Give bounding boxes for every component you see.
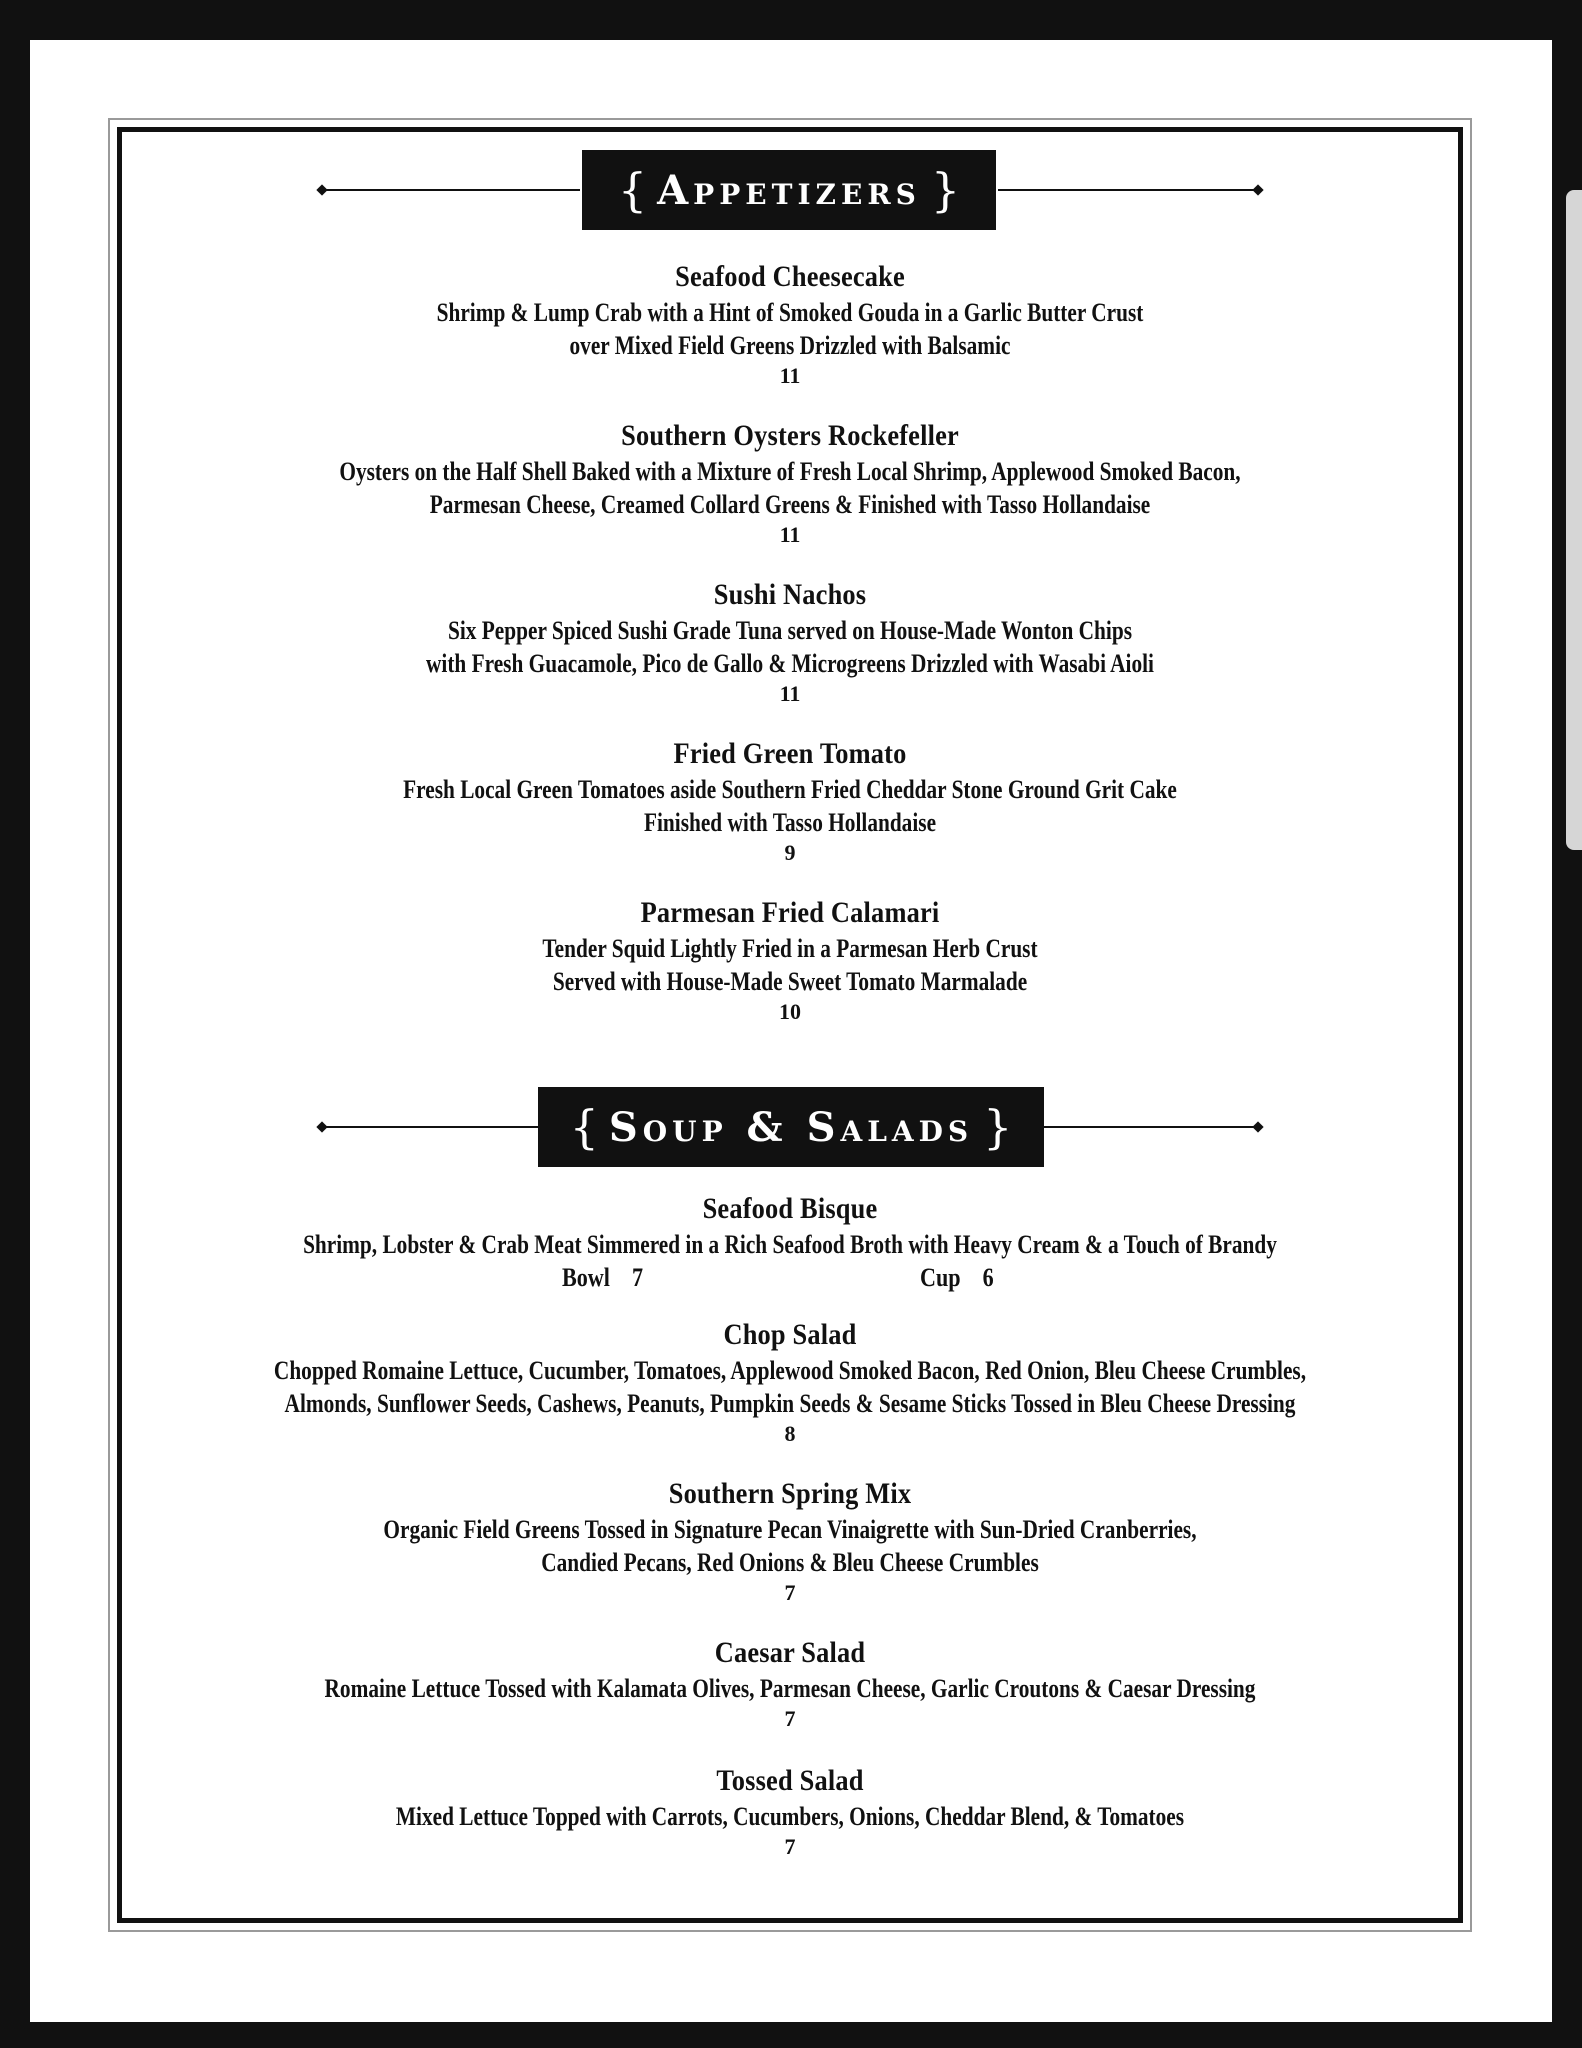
item-price: 11: [779, 363, 801, 388]
soup-salads-title-box: [538, 1087, 1044, 1167]
item-description: Shrimp, Lobster & Crab Meat Simmered in a Rich Seafood Broth with Heavy Cream & a Touch of Brandy: [303, 1230, 1277, 1259]
size-label: Cup: [920, 1263, 961, 1292]
brace-close: }: [930, 163, 961, 217]
size-cup: [920, 1263, 994, 1293]
size-bowl: [562, 1263, 643, 1293]
item-price: 9: [784, 840, 796, 865]
item-price: 11: [779, 522, 801, 547]
item-description: Mixed Lettuce Topped with Carrots, Cucumbers, Onions, Cheddar Blend, & Tomatoes: [395, 1802, 1185, 1831]
item-description: Almonds, Sunflower Seeds, Cashews, Peanuts, Pumpkin Seeds & Sesame Sticks Tossed in Bleu Cheese Dressing: [284, 1389, 1296, 1418]
heading-rule-right: [998, 189, 1260, 191]
appetizers-list: [130, 258, 1450, 1053]
item-price: 11: [779, 681, 801, 706]
item-price: 7: [784, 1580, 796, 1605]
menu-item: [130, 1316, 1450, 1475]
menu-item: [130, 1762, 1450, 1890]
item-description: with Fresh Guacamole, Pico de Gallo & Microgreens Drizzled with Wasabi Aioli: [425, 649, 1154, 678]
item-price: 8: [784, 1421, 796, 1446]
menu-item: [130, 894, 1450, 1053]
soup-salads-list: [130, 1190, 1450, 1890]
brace-close: }: [983, 1100, 1013, 1154]
item-description: Tender Squid Lightly Fried in a Parmesan Herb Crust: [542, 934, 1038, 963]
item-name: Parmesan Fried Calamari: [640, 896, 940, 929]
item-name: Chop Salad: [723, 1318, 857, 1351]
item-description: Oysters on the Half Shell Baked with a Mixture of Fresh Local Shrimp, Applewood Smoked Bacon,: [339, 457, 1241, 486]
item-price: 10: [779, 999, 801, 1024]
size-options: [130, 1261, 1450, 1297]
size-price: 7: [631, 1263, 644, 1292]
menu-item: [130, 417, 1450, 576]
item-name: Tossed Salad: [716, 1764, 864, 1797]
item-name: Seafood Bisque: [702, 1192, 878, 1225]
size-price: 6: [982, 1263, 994, 1292]
menu-item: [130, 735, 1450, 894]
item-description: Served with House-Made Sweet Tomato Marmalade: [552, 967, 1028, 996]
appetizers-title-box: [582, 150, 996, 230]
item-description: Candied Pecans, Red Onions & Bleu Cheese Crumbles: [541, 1548, 1039, 1577]
scrollbar-handle[interactable]: [1566, 190, 1582, 850]
item-description: Chopped Romaine Lettuce, Cucumber, Tomatoes, Applewood Smoked Bacon, Red Onion, Bleu Cheese Crumbles,: [273, 1356, 1307, 1385]
appetizers-heading: [320, 150, 1260, 230]
item-name: Sushi Nachos: [713, 578, 867, 611]
heading-rule-left: [320, 189, 580, 191]
item-description: Romaine Lettuce Tossed with Kalamata Olives, Parmesan Cheese, Garlic Croutons & Caesar Dressing: [324, 1674, 1256, 1703]
section-title: Soup & Salads: [608, 1103, 974, 1151]
heading-rule-right: [1044, 1126, 1260, 1128]
item-name: Southern Oysters Rockefeller: [621, 419, 959, 452]
size-label: Bowl: [562, 1263, 610, 1292]
menu-item: [130, 1634, 1450, 1762]
item-description: Organic Field Greens Tossed in Signature Pecan Vinaigrette with Sun-Dried Cranberries,: [383, 1515, 1197, 1544]
item-description: Finished with Tasso Hollandaise: [643, 808, 937, 837]
menu-item: [130, 1475, 1450, 1634]
item-name: Southern Spring Mix: [668, 1477, 912, 1510]
soup-salads-heading: [320, 1087, 1260, 1167]
item-description: Shrimp & Lump Crab with a Hint of Smoked Gouda in a Garlic Butter Crust: [436, 298, 1144, 327]
item-price: 7: [784, 1706, 796, 1731]
item-name: Seafood Cheesecake: [675, 260, 905, 293]
item-name: Caesar Salad: [714, 1636, 866, 1669]
item-description: Six Pepper Spiced Sushi Grade Tuna served on House-Made Wonton Chips: [448, 616, 1132, 645]
heading-rule-left: [320, 1126, 538, 1128]
brace-open: {: [617, 163, 648, 217]
item-description: over Mixed Field Greens Drizzled with Balsamic: [569, 331, 1011, 360]
menu-item: [130, 576, 1450, 735]
item-description: Fresh Local Green Tomatoes aside Southern Fried Cheddar Stone Ground Grit Cake: [403, 775, 1177, 804]
item-name: Fried Green Tomato: [673, 737, 907, 770]
menu-item: [130, 1190, 1450, 1316]
item-description: Parmesan Cheese, Creamed Collard Greens & Finished with Tasso Hollandaise: [429, 490, 1151, 519]
brace-open: {: [569, 1100, 599, 1154]
menu-item: [130, 258, 1450, 417]
item-price: 7: [784, 1834, 796, 1859]
section-title: Appetizers: [657, 166, 921, 214]
